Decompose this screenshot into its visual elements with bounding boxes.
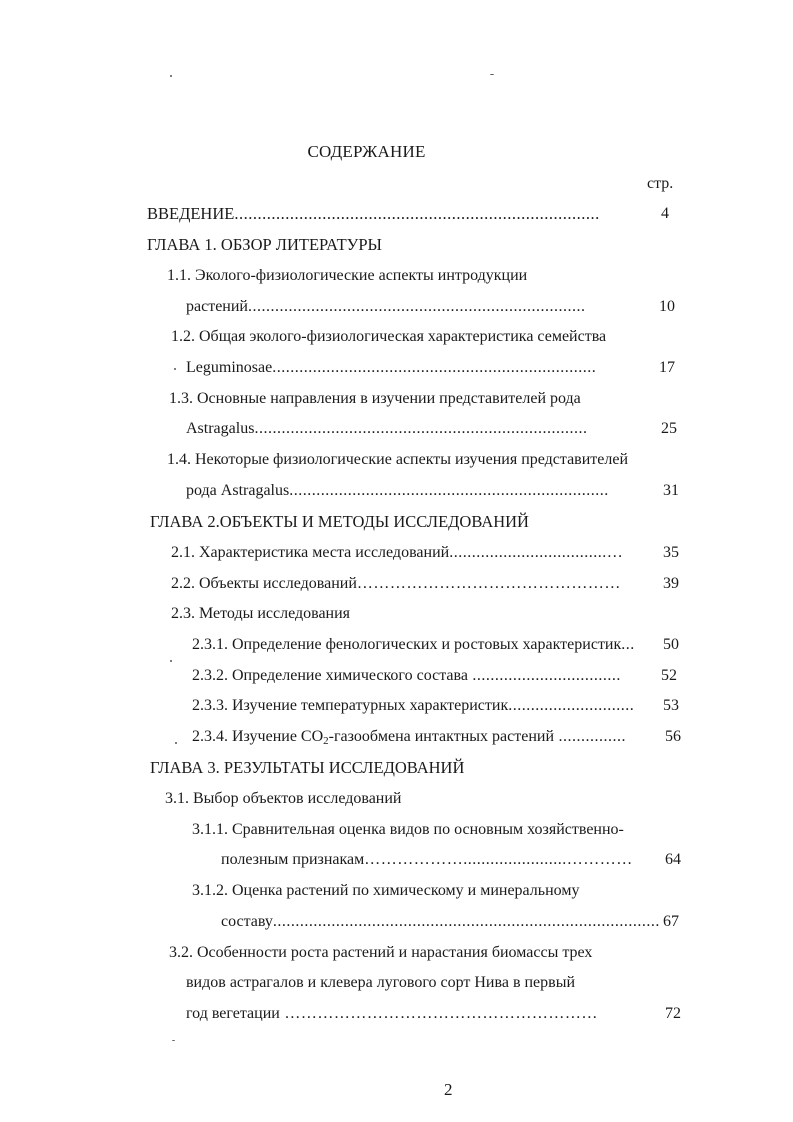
- toc-page-number: 31: [663, 482, 679, 499]
- toc-entry: [221, 850, 633, 870]
- toc-entry-text: составу: [221, 913, 273, 930]
- toc-entry-text: 2.3.2. Определение химического состава: [192, 667, 468, 684]
- toc-chapter-heading: ГЛАВА 2.ОБЪЕКТЫ И МЕТОДЫ ИССЛЕДОВАНИЙ: [150, 512, 529, 531]
- toc-page-number: 72: [665, 1005, 681, 1022]
- toc-entry: 3.1. Выбор объектов исследований: [165, 790, 402, 807]
- toc-chapter-heading: ГЛАВА 1. ОБЗОР ЛИТЕРАТУРЫ: [147, 235, 382, 254]
- toc-entry: 3.1.2. Оценка растений по химическому и минеральному: [192, 882, 580, 899]
- toc-chapter-heading: ГЛАВА 3. РЕЗУЛЬТАТЫ ИССЛЕДОВАНИЙ: [150, 758, 465, 777]
- toc-page-number: 17: [659, 359, 675, 376]
- toc-entry: 1.2. Общая эколого-физиологическая характеристика семейства: [171, 328, 607, 345]
- toc-page-number: 50: [663, 636, 679, 653]
- toc-page-number: 10: [659, 298, 675, 315]
- page-column-label: стр.: [647, 175, 674, 192]
- toc-page-number: 64: [665, 851, 681, 868]
- toc-leader-dots: .......................................................................: [289, 482, 609, 499]
- toc-leader-dots: ...: [621, 636, 635, 653]
- toc-entry: [171, 574, 621, 594]
- toc-leader-dots: …………………………………………………: [279, 1005, 598, 1022]
- toc-entry-text: год вегетации: [186, 1005, 280, 1022]
- toc-entry-text-start: 2.3.4. Изучение СО: [192, 728, 324, 745]
- toc-entry-text: ВВЕДЕНИЕ: [147, 204, 235, 223]
- toc-entry-text: 2.3.1. Определение фенологических и ростовых характеристик: [192, 636, 622, 653]
- toc-page-number: 52: [661, 667, 677, 684]
- toc-entry: [192, 666, 621, 686]
- toc-page-number: 39: [663, 575, 679, 592]
- toc-entry: [186, 419, 587, 439]
- toc-entry: [192, 696, 634, 716]
- toc-entry: [171, 543, 623, 563]
- toc-entry-text: 2.2. Объекты исследований: [171, 575, 357, 592]
- scan-speck: [170, 75, 172, 77]
- toc-leader-dots: ............................: [508, 697, 635, 714]
- toc-entry-text: Leguminosae: [186, 359, 273, 376]
- toc-entry: 1.3. Основные направления в изучении представителей рода: [169, 390, 581, 407]
- toc-page-number: 35: [663, 544, 679, 561]
- toc-leader-dots: ........................................................................: [272, 359, 597, 376]
- toc-page-number: 53: [663, 697, 679, 714]
- toc-entry-text: 2.1. Характеристика места исследований: [171, 544, 450, 561]
- toc-entry: [186, 1004, 598, 1024]
- toc-leader-dots: ……………….......................…………: [364, 851, 633, 868]
- toc-entry-text: растений: [186, 298, 248, 315]
- toc-entry: 3.2. Особенности роста растений и нарастания биомассы трех: [169, 944, 593, 961]
- toc-entry: 1.1. Эколого-физиологические аспекты интродукции: [167, 267, 528, 284]
- toc-entry: [192, 635, 635, 655]
- toc-page-number: 56: [665, 728, 681, 745]
- toc-entry-text: полезным признакам: [221, 851, 365, 868]
- scan-speck: [172, 1040, 175, 1041]
- toc-leader-dots: ...................................…: [449, 544, 624, 561]
- toc-leader-dots: ...............................................................................: [234, 204, 600, 223]
- toc-entry: видов астрагалов и клевера лугового сорт Нива в первый: [186, 974, 576, 991]
- toc-page-number: 4: [661, 205, 669, 222]
- toc-leader-dots: …………………………………………: [356, 575, 621, 592]
- toc-leader-dots: ......................................................................................: [272, 913, 660, 930]
- toc-entry: 2.3. Методы исследования: [171, 605, 351, 622]
- toc-entry-subscript: 2: [323, 735, 329, 747]
- toc-page-number: 67: [663, 913, 679, 930]
- toc-entry-text: 2.3.3. Изучение температурных характеристик: [192, 697, 509, 714]
- toc-entry-text: рода Astragalus: [186, 482, 290, 499]
- scan-speck: [175, 742, 177, 744]
- scan-speck: [490, 74, 494, 75]
- toc-entry-text: Astragalus: [186, 420, 255, 437]
- toc-entry: [186, 358, 596, 378]
- toc-leader-dots: ...........................................................................: [247, 298, 586, 315]
- toc-leader-dots: ...............: [554, 728, 626, 745]
- toc-entry: [147, 204, 600, 224]
- scan-speck: [170, 660, 172, 662]
- scan-speck: [174, 368, 176, 370]
- toc-entry-text-end: -газообмена интактных растений: [328, 728, 554, 745]
- toc-entry: 3.1.1. Сравнительная оценка видов по основным хозяйственно-: [192, 821, 624, 838]
- toc-leader-dots: .................................: [467, 667, 621, 684]
- toc-page-number: 25: [661, 420, 677, 437]
- toc-entry: 1.4. Некоторые физиологические аспекты изучения представителей: [167, 451, 629, 468]
- page-title: СОДЕРЖАНИЕ: [307, 142, 426, 161]
- toc-entry: [186, 297, 585, 317]
- toc-entry: [221, 912, 660, 932]
- toc-leader-dots: ..........................................................................: [254, 420, 588, 437]
- toc-entry: [186, 481, 609, 501]
- toc-entry: [192, 727, 626, 751]
- page-number: 2: [444, 1080, 453, 1099]
